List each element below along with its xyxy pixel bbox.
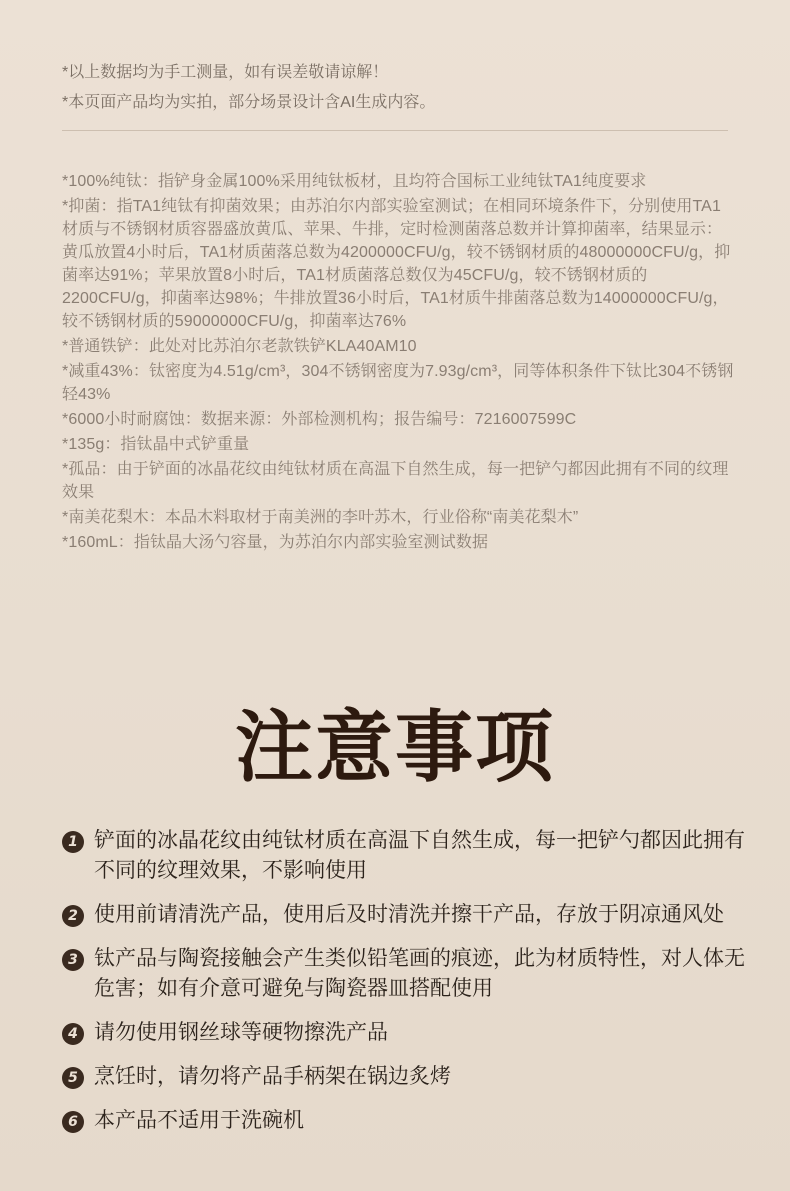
notice-list [62,826,746,1150]
footnote-unique: *孤品：由于铲面的冰晶花纹由纯钛材质在高温下自然生成，每一把铲勺都因此拥有不同的纹理效果 [62,461,729,501]
notice-text: 铲面的冰晶花纹由纯钛材质在高温下自然生成，每一把铲勺都因此拥有不同的纹理效果，不影响使用 [94,829,745,882]
notice-heading: 注意事项 [234,703,555,793]
number-badge-icon: 2 [62,905,84,927]
footnotes [62,170,734,556]
footnote-capacity: *160mL：指钛晶大汤勺容量，为苏泊尔内部实验室测试数据 [62,534,489,551]
notice-item [62,1106,746,1136]
footnote-antibacterial: *抑菌：指TA1纯钛有抑菌效果；由苏泊尔内部实验室测试；在相同环境条件下，分别使用TA1材质与不锈钢材质容器盛放黄瓜、苹果、牛排，定时检测菌落总数并计算抑菌率，结果显示：黄瓜放置4小时后，TA1材质菌落总数为4200000CFU/g，较不锈钢材质的48000000CFU/g，抑菌率达91%；苹果放置8小时后，TA1材质菌落总数仅为45CFU/g，较不锈钢材质的2200CFU/g，抑菌率达98%；牛排放置36小时后，TA1材质牛排菌落总数为14000000CFU/g，较不锈钢材质的59000000CFU/g，抑菌率达76% [62,198,731,330]
top-notes [62,58,732,118]
divider [62,130,728,131]
number-badge-icon: 1 [62,831,84,853]
number-badge-icon: 6 [62,1111,84,1133]
notice-text: 烹饪时，请勿将产品手柄架在锅边炙烤 [94,1065,451,1088]
footnote-wood: *南美花梨木：本品木料取材于南美洲的李叶苏木，行业俗称“南美花梨木” [62,509,579,526]
notice-item [62,1018,746,1048]
photo-disclaimer: *本页面产品均为实拍，部分场景设计含AI生成内容。 [62,94,436,111]
notice-text: 本产品不适用于洗碗机 [94,1109,304,1132]
notice-item [62,826,746,886]
footnote-iron-spatula: *普通铁铲：此处对比苏泊尔老款铁铲KLA40AM10 [62,338,417,355]
notice-item [62,1062,746,1092]
footnote-weight-reduction: *减重43%：钛密度为4.51g/cm³，304不锈钢密度为7.93g/cm³，同等体积条件下钛比304不锈钢轻43% [62,363,734,403]
notice-text: 请勿使用钢丝球等硬物擦洗产品 [94,1021,388,1044]
number-badge-icon: 5 [62,1067,84,1089]
number-badge-icon: 4 [62,1023,84,1045]
notice-text: 使用前请清洗产品，使用后及时清洗并擦干产品，存放于阴凉通风处 [94,903,724,926]
footnote-pure-titanium: *100%纯钛：指铲身金属100%采用纯钛板材，且均符合国标工业纯钛TA1纯度要求 [62,173,647,190]
footnote-weight: *135g：指钛晶中式铲重量 [62,436,250,453]
measurement-disclaimer: *以上数据均为手工测量，如有误差敬请谅解！ [62,64,389,81]
notice-item [62,900,746,930]
notice-item [62,944,746,1004]
notice-text: 钛产品与陶瓷接触会产生类似铅笔画的痕迹，此为材质特性，对人体无危害；如有介意可避免与陶瓷器皿搭配使用 [94,947,745,1000]
number-badge-icon: 3 [62,949,84,971]
footnote-corrosion: *6000小时耐腐蚀：数据来源：外部检测机构；报告编号：7216007599C [62,411,577,428]
